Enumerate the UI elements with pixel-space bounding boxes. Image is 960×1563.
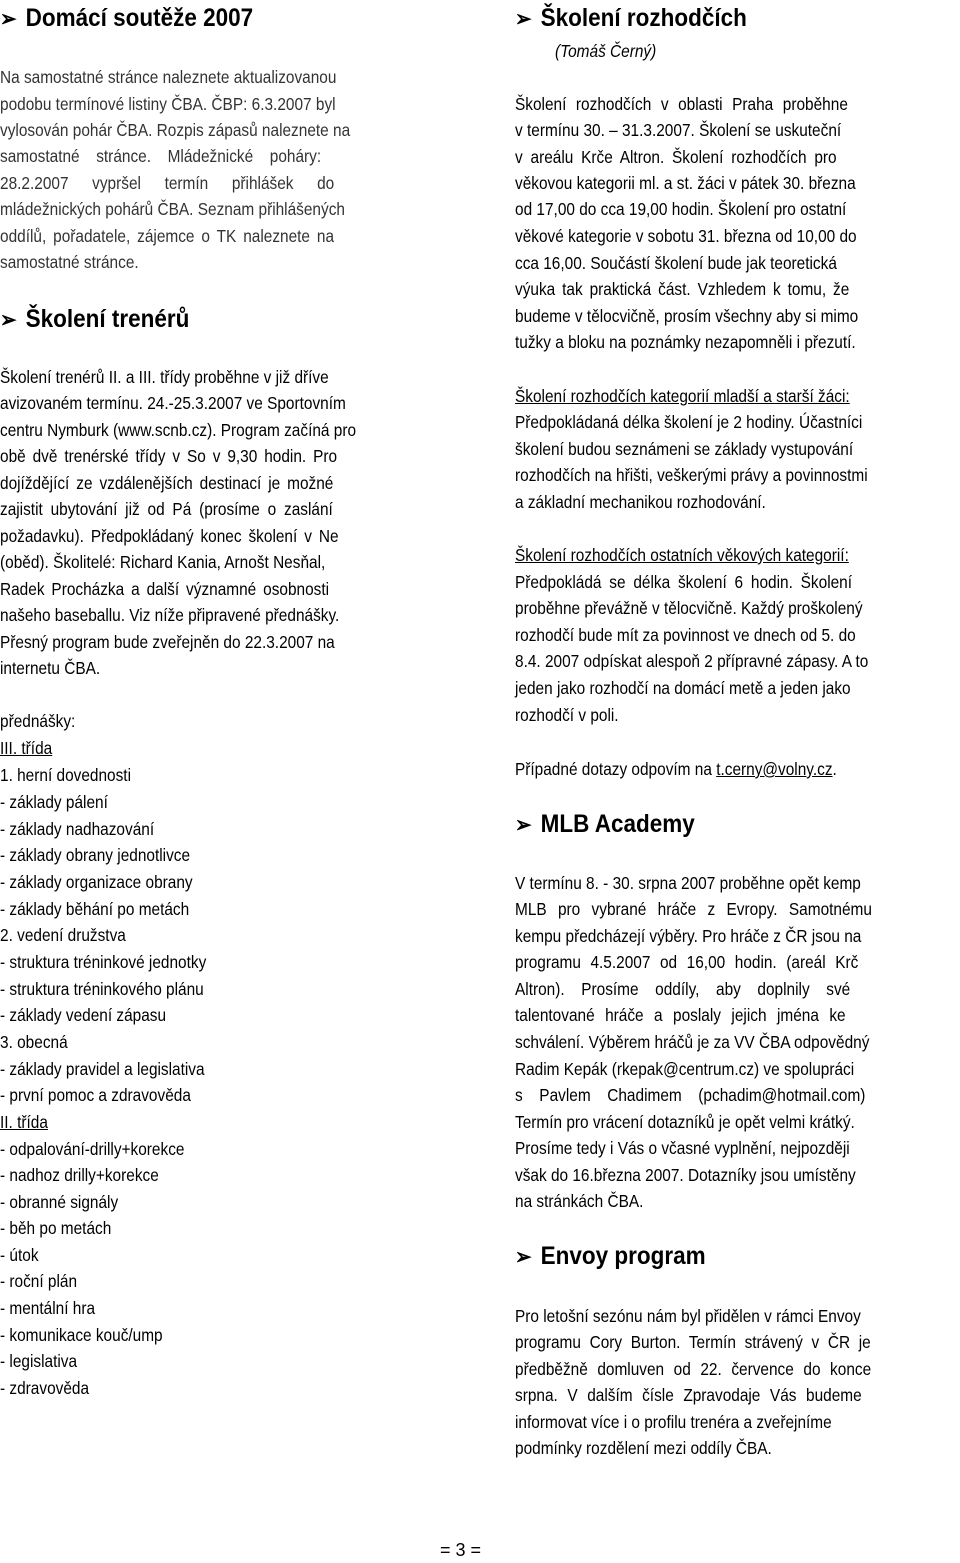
text-line: Altron). Prosíme oddíly, aby doplnily své [515, 979, 851, 999]
list-item: - mentální hra [0, 1298, 96, 1318]
text-line: našeho baseballu. Viz níže připravené přednášky. [0, 605, 340, 625]
list-item: - základy vedení zápasu [0, 1005, 167, 1025]
text-line: v areálu Krče Altron. Školení rozhodčích pro [515, 147, 837, 167]
contact-suffix: . [832, 759, 837, 779]
text-line: Termín pro vrácení dotazníků je opět velmi krátký. [515, 1112, 855, 1132]
text-line: (oběd). Školitelé: Richard Kania, Arnošt Nesňal, [0, 552, 326, 572]
text-line: věkovou kategorii ml. a st. žáci v pátek 30. března [515, 173, 856, 193]
class-ii-title: II. třída [0, 1112, 48, 1132]
text-line: předběžně domluven od 22. července do konce [515, 1359, 872, 1379]
text-line: budeme v tělocvičně, prosím všechny aby si mimo [515, 306, 859, 326]
text-line: Předpokládá se délka školení 6 hodin. Školení [515, 572, 853, 592]
text-line: podobu termínové listiny ČBA. ČBP: 6.3.2007 byl [0, 94, 336, 114]
text-line: MLB pro vybrané hráče z Evropy. Samotnému [515, 899, 872, 919]
text-line: cca 16,00. Součástí školení bude jak teoretická [515, 253, 837, 273]
text-line: proběhne převážně v tělocvičně. Každý proškolený [515, 598, 863, 618]
arrow-bullet-icon: ➢ [515, 6, 532, 31]
text-line: Radek Procházka a další významné osobnosti [0, 579, 330, 599]
text-line: s Pavlem Chadimem (pchadim@hotmail.com) [515, 1085, 866, 1105]
text-line: tužky a bloku na poznámky nezapomněli i přezutí. [515, 332, 856, 352]
list-item: - zdravověda [0, 1378, 90, 1398]
envoy-heading: ➢ Envoy program [515, 1242, 706, 1270]
list-item: - základy obrany jednotlivce [0, 845, 191, 865]
text-line: programu 4.5.2007 od 16,00 hodin. (areál Krč [515, 952, 859, 972]
text-line: dojíždějící ze vzdálenějších destinací je možné [0, 473, 334, 493]
prednasky-label: přednášky: [0, 711, 76, 731]
text-line: požadavku). Předpokládaný konec školení v Ne [0, 526, 339, 546]
list-item: - základy nadhazování [0, 819, 155, 839]
text-line: 8.4. 2007 odpískat alespoň 2 přípravné zápasy. A to [515, 651, 869, 671]
arrow-bullet-icon: ➢ [0, 6, 17, 31]
page-number: = 3 = [440, 1540, 482, 1560]
contact-prefix: Případné dotazy odpovím na [515, 759, 717, 779]
text-line: mládežnických pohárů ČBA. Seznam přihlášených [0, 199, 345, 219]
text-line: informovat více i o profilu trenéra a zveřejníme [515, 1412, 832, 1432]
ostatni-subtitle: Školení rozhodčích ostatních věkových kategorií: [515, 545, 849, 565]
text-line: avizovaném termínu. 24.-25.3.2007 ve Sportovním [0, 393, 346, 413]
author-line: (Tomáš Černý) [555, 41, 657, 61]
list-item: - struktura tréninkového plánu [0, 979, 204, 999]
text-line: výuka tak praktická část. Vzhledem k tomu, že [515, 279, 850, 299]
text-line: Školení trenérů II. a III. třídy proběhne v již dříve [0, 367, 329, 387]
arrow-bullet-icon: ➢ [515, 812, 532, 837]
class-iii-title: III. třída [0, 738, 53, 758]
text-line: srpna. V dalším čísle Zpravodaje Vás budeme [515, 1385, 862, 1405]
treneru-heading: ➢ Školení trenérů [0, 305, 190, 333]
text-line: V termínu 8. - 30. srpna 2007 proběhne opět kemp [515, 873, 861, 893]
text-line: talentované hráče a poslaly jejich jména ke [515, 1005, 846, 1025]
list-item: 1. herní dovednosti [0, 765, 131, 785]
text-line: věkové kategorie v sobotu 31. března od 10,00 do [515, 226, 857, 246]
zaci-subtitle: Školení rozhodčích kategorií mladší a starší žáci: [515, 386, 850, 406]
text-line: zajistit ubytování již od Pá (prosíme o zaslání [0, 499, 333, 519]
contact-email-link[interactable]: t.cerny@volny.cz [716, 759, 833, 779]
list-item: - základy pálení [0, 792, 108, 812]
text-line: Radim Kepák (rkepak@centrum.cz) ve spolupráci [515, 1059, 855, 1079]
list-item: - odpalování-drilly+korekce [0, 1139, 185, 1159]
text-line: internetu ČBA. [0, 658, 101, 678]
list-item: - komunikace kouč/ump [0, 1325, 163, 1345]
text-line: Školení rozhodčích v oblasti Praha proběhne [515, 94, 848, 114]
mlb-heading: ➢ MLB Academy [515, 810, 695, 838]
text-line: schválení. Výběrem hráčů je za VV ČBA odpovědný [515, 1032, 870, 1052]
rozhodcich-heading: ➢ Školení rozhodčích [515, 4, 747, 32]
text-line: centru Nymburk (www.scnb.cz). Program začíná pro [0, 420, 357, 440]
list-item: - nadhoz drilly+korekce [0, 1165, 159, 1185]
contact-line [515, 756, 837, 782]
arrow-bullet-icon: ➢ [515, 1244, 532, 1269]
list-item: 3. obecná [0, 1032, 68, 1052]
list-item: - obranné signály [0, 1192, 119, 1212]
text-line: 28.2.2007 vypršel termín přihlášek do [0, 173, 335, 193]
text-line: Přesný program bude zveřejněn do 22.3.2007 na [0, 632, 335, 652]
list-item: - legislativa [0, 1351, 78, 1371]
domaci-heading: ➢ Domácí soutěže 2007 [0, 4, 254, 32]
list-item: - struktura tréninkové jednotky [0, 952, 207, 972]
text-line: obě dvě trenérské třídy v So v 9,30 hodin. Pro [0, 446, 338, 466]
text-line: na stránkách ČBA. [515, 1191, 644, 1211]
text-line: programu Cory Burton. Termín strávený v ČR je [515, 1332, 871, 1352]
text-line: rozhodčích na hřišti, veškerými právy a povinnostmi [515, 465, 868, 485]
list-item: - běh po metách [0, 1218, 112, 1238]
text-line: Pro letošní sezónu nám byl přidělen v rámci Envoy [515, 1306, 861, 1326]
list-item: - základy běhání po metách [0, 899, 190, 919]
text-line: jeden jako rozhodčí na domácí metě a jeden jako [515, 678, 851, 698]
text-line: a základní mechanikou rozhodování. [515, 492, 766, 512]
text-line: kempu předcházejí výběry. Pro hráče z ČR jsou na [515, 926, 862, 946]
list-item: - útok [0, 1245, 39, 1265]
list-item: - první pomoc a zdravověda [0, 1085, 191, 1105]
text-line: rozhodčí v poli. [515, 705, 619, 725]
text-line: Prosíme tedy i Vás o včasné vyplnění, nejpozději [515, 1138, 850, 1158]
text-line: Předpokládaná délka školení je 2 hodiny. Účastníci [515, 412, 863, 432]
list-item: - základy organizace obrany [0, 872, 193, 892]
text-line: podmínky rozdělení mezi oddíly ČBA. [515, 1438, 772, 1458]
text-line: vylosován pohár ČBA. Rozpis zápasů naleznete na [0, 120, 351, 140]
text-line: samostatné stránce. [0, 252, 139, 272]
text-line: samostatné stránce. Mládežnické poháry: [0, 146, 322, 166]
text-line: Na samostatné stránce naleznete aktualizovanou [0, 67, 337, 87]
text-line: v termínu 30. – 31.3.2007. Školení se uskuteční [515, 120, 842, 140]
list-item: - roční plán [0, 1271, 78, 1291]
text-line: od 17,00 do cca 19,00 hodin. Školení pro ostatní [515, 199, 847, 219]
list-item: - základy pravidel a legislativa [0, 1059, 205, 1079]
arrow-bullet-icon: ➢ [0, 307, 17, 332]
text-line: však do 16.března 2007. Dotazníky jsou umístěny [515, 1165, 856, 1185]
list-item: 2. vedení družstva [0, 925, 126, 945]
text-line: školení budou seznámeni se základy vystupování [515, 439, 854, 459]
text-line: oddílů, pořadatele, zájemce o TK naleznete na [0, 226, 335, 246]
text-line: rozhodčí bude mít za povinnost ve dnech od 5. do [515, 625, 856, 645]
